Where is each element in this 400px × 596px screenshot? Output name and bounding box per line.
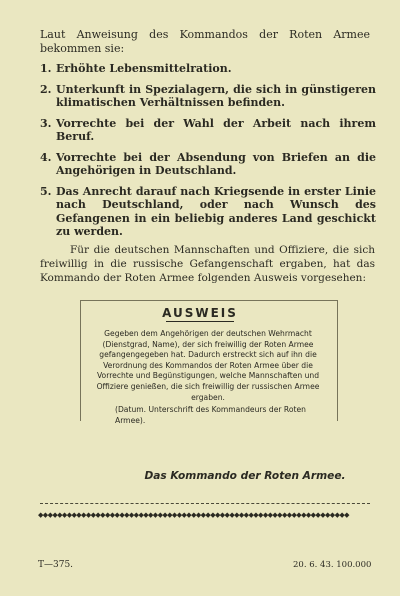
cut-line [40, 503, 370, 505]
privileges-list [40, 62, 376, 246]
signature: Das Kommando der Roten Armee. [144, 470, 346, 482]
intro-text: Laut Anweisung des Kommandos der Roten Armee bekommen sie: [40, 28, 370, 55]
list-item [40, 117, 376, 144]
footer-code: T—375. [38, 560, 74, 570]
ausweis-body: Gegeben dem Angehörigen der deutschen Wehrmacht (Dienstgrad, Name), der sich freiwillig der Roten Armee gefangengegeben hat. Dadurch erstreckt sich auf ihn die Verordnung des Kommandos der Roten Armee über die Vorrechte und Begünstigungen, welche Mannschaften und Offiziere genießen, die sich freiwillig der russischen Armee ergaben. [96, 329, 320, 402]
item-text: Erhöhte Lebensmittelration. [56, 62, 232, 75]
list-item [40, 151, 376, 178]
list-item [40, 185, 376, 239]
ausweis-note: (Datum. Unterschrift des Kommandeurs der Roten Armee). [115, 405, 306, 425]
list-item [40, 62, 376, 76]
item-text: Unterkunft in Spezialagern, die sich in günstigeren klimatischen Verhältnissen befinden. [56, 82, 376, 109]
item-text: Vorrechte bei der Absendung von Briefen an die Angehörigen in Deutschland. [56, 150, 376, 177]
diamond-border: ◆◆◆◆◆◆◆◆◆◆◆◆◆◆◆◆◆◆◆◆◆◆◆◆◆◆◆◆◆◆◆◆◆◆◆◆◆◆◆◆◆◆◆◆◆◆◆◆◆◆◆◆◆◆◆◆◆◆◆◆◆◆◆◆◆ [38, 511, 349, 519]
item-number: 5. [40, 184, 52, 198]
list-item [40, 83, 376, 110]
item-number: 3. [40, 116, 52, 130]
item-text: Das Anrecht darauf nach Kriegsende in erster Linie nach Deutschland, oder nach Wunsch des Gefangenen in ein beliebig anderes Land geschickt zu werden. [56, 184, 376, 238]
item-number: 2. [40, 82, 52, 96]
ausweis-title: AUSWEIS [162, 306, 238, 320]
item-number: 1. [40, 62, 52, 75]
item-text: Vorrechte bei der Wahl der Arbeit nach ihrem Beruf. [56, 116, 376, 143]
footer-print-info: 20. 6. 43. 100.000 [293, 560, 372, 570]
title-underline [166, 321, 234, 322]
item-number: 4. [40, 150, 52, 164]
explanation-paragraph: Für die deutschen Mannschaften und Offiziere, die sich freiwillig in die russische Gefangenschaft ergaben, hat das Kommando der Roten Armee folgenden Ausweis vorgesehen: [40, 244, 375, 284]
